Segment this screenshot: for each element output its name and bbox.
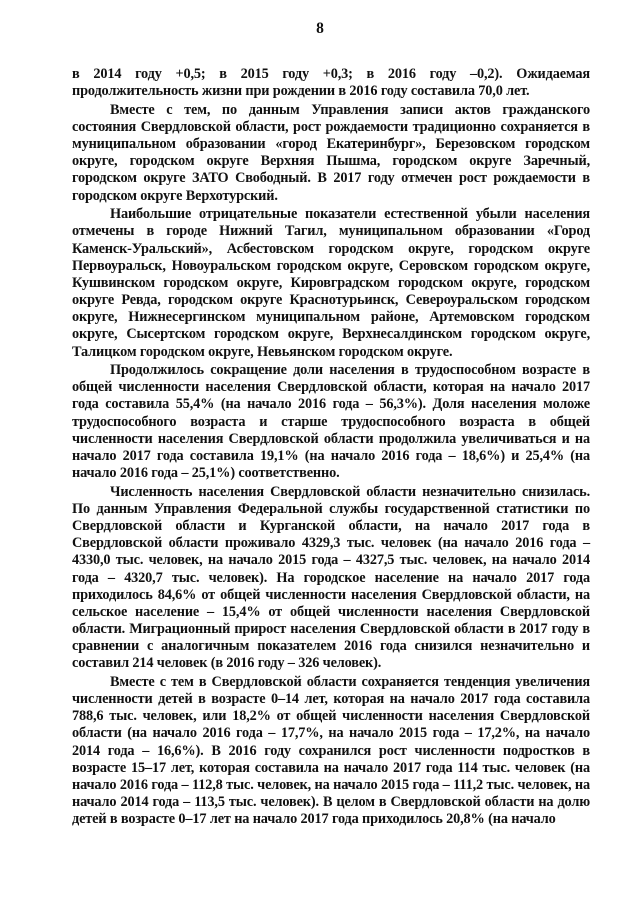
paragraph-working-age-share: Продолжилось сокращение доли населения в трудоспособном возрасте в общей численности населения Свердловской области, которая на начало 2017 года составила 55,4% (на начало 2016 года – 56,3%). Доля населения моложе трудоспособного возраста и старше трудоспособного возраста в общей численности населения Свердловской области продолжила увеличиваться и на начало 2017 года составила 19,1% (на начало 2016 года – 18,6%) и 25,4% (на начало 2016 года – 25,1%) соответственно. [72,362,590,482]
document-body [72,66,590,830]
paragraph-birth-rate-growth: Вместе с тем, по данным Управления записи актов гражданского состояния Свердловской области, рост рождаемости традиционно сохраняется в муниципальном образовании «город Екатеринбург», Березовском городском округе, городском округе Верхняя Пышма, городском округе Заречный, городском округе ЗАТО Свободный. В 2017 году отмечен рост рождаемости в городском округе Верхотурский. [72,101,590,204]
paragraph-children-count: Вместе с тем в Свердловской области сохраняется тенденция увеличения численности детей в возрасте 0–14 лет, которая на начало 2017 года составила 788,6 тыс. человек, или 18,2% от общей численности населения Свердловской области (на начало 2016 года – 17,7%, на начало 2015 года – 17,2%, на начало 2014 года – 16,6%). В 2016 году сохранился рост численности подростков в возрасте 15–17 лет, которая составила на начало 2017 года 114 тыс. человек (на начало 2016 года – 112,8 тыс. человек, на начало 2015 года – 111,2 тыс. человек, на начало 2014 года – 113,5 тыс. человек). В целом в Свердловской области на долю детей в возрасте 0–17 лет на начало 2017 года приходилось 20,8% (на начало [72,673,590,828]
paragraph-life-expectancy: в 2014 году +0,5; в 2015 году +0,3; в 2016 году –0,2). Ожидаемая продолжительность жизни при рождении в 2016 году составила 70,0 лет. [72,66,590,100]
page-number: 8 [316,20,324,37]
paragraph-natural-decline: Наибольшие отрицательные показатели естественной убыли населения отмечены в городе Нижний Тагил, муниципальном образовании «Город Каменск-Уральский», Асбестовском городском округе, городском округе Первоуральск, Новоуральском городском округе, Серовском городском округе, Кушвинском городском округе, Кировградском городском округе, городском округе Ревда, городском округе Краснотурьинск, Североуральском городском округе, Нижнесергинском муниципальном районе, Артемовском городском округе, Сысертском городском округе, Верхнесалдинском городском округе, Талицком городском округе, Невьянском городском округе. [72,206,590,360]
paragraph-population-size: Численность населения Свердловской области незначительно снизилась. По данным Управления Федеральной службы государственной статистики по Свердловской области и Курганской области, на начало 2017 года в Свердловской области проживало 4329,3 тыс. человек (на начало 2016 года – 4330,0 тыс. человек, на начало 2015 года – 4327,5 тыс. человек, на начало 2014 года – 4320,7 тыс. человек). На городское население на начало 2017 года приходилось 84,6% от общей численности населения Свердловской области, на сельское население – 15,4% от общей численности населения Свердловской области. Миграционный прирост населения Свердловской области в 2017 году в сравнении с аналогичным показателем 2016 года снизился незначительно и составил 214 человек (в 2016 году – 326 человек). [72,483,590,672]
